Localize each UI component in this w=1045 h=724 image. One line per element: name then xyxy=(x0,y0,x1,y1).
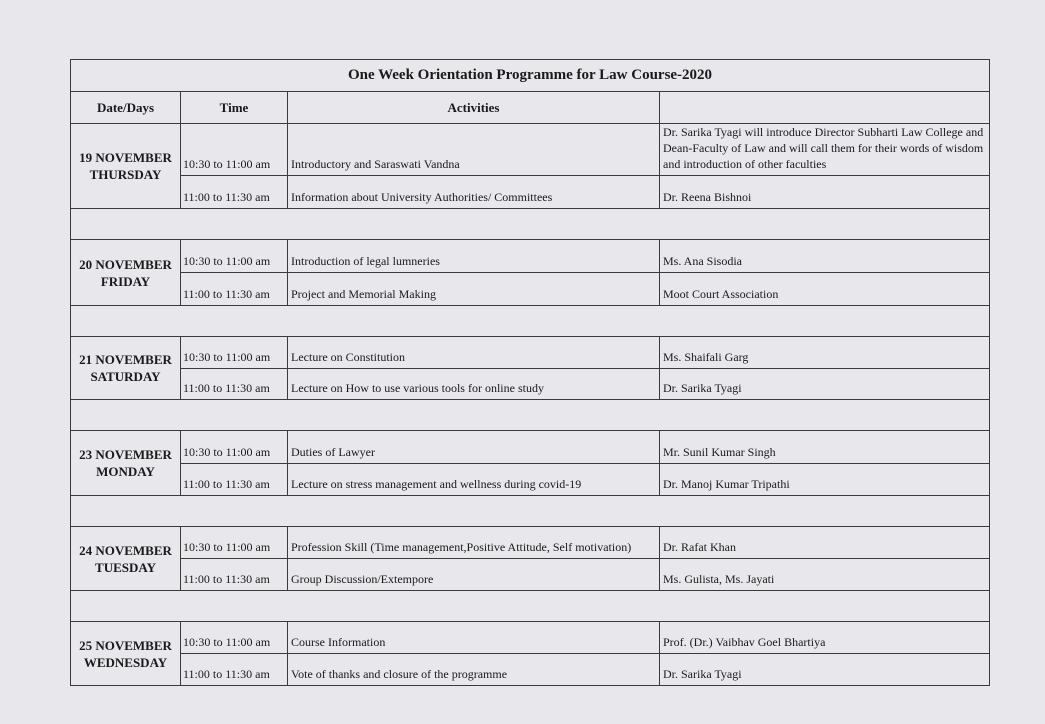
table-row xyxy=(71,622,990,654)
header-resource xyxy=(660,92,990,124)
day-name: FRIDAY xyxy=(100,273,151,289)
person-cell: Dr. Sarika Tyagi xyxy=(660,654,990,686)
spacer-row xyxy=(71,209,990,240)
person-cell: Dr. Manoj Kumar Tripathi xyxy=(660,464,990,496)
spacer-row xyxy=(71,400,990,431)
day-date: 20 NOVEMBER xyxy=(79,256,172,272)
table-row xyxy=(71,369,990,400)
spacer-row xyxy=(71,496,990,527)
activity-cell: Lecture on Constitution xyxy=(288,337,660,369)
day-name: TUESDAY xyxy=(95,559,156,575)
activity-cell: Vote of thanks and closure of the programme xyxy=(288,654,660,686)
day-cell xyxy=(71,622,181,686)
schedule-sheet xyxy=(70,59,989,686)
day-cell xyxy=(71,124,181,209)
person-cell: Ms. Ana Sisodia xyxy=(660,240,990,273)
day-name: MONDAY xyxy=(96,464,155,479)
header-time: Time xyxy=(181,92,288,124)
time-cell: 10:30 to 11:00 am xyxy=(181,622,288,654)
title-row xyxy=(71,60,990,92)
activity-cell: Introductory and Saraswati Vandna xyxy=(288,124,660,176)
day-date: 19 NOVEMBER xyxy=(79,150,172,165)
spacer-row xyxy=(71,306,990,337)
table-row xyxy=(71,654,990,686)
schedule-table xyxy=(70,59,990,686)
day-date: 24 NOVEMBER xyxy=(79,542,172,558)
table-row xyxy=(71,431,990,464)
day-cell xyxy=(71,240,181,306)
activity-cell: Profession Skill (Time management,Positive Attitude, Self motivation) xyxy=(288,527,660,559)
day-name: THURSDAY xyxy=(89,167,162,182)
table-row xyxy=(71,273,990,306)
person-cell: Prof. (Dr.) Vaibhav Goel Bhartiya xyxy=(660,622,990,654)
time-cell: 11:00 to 11:30 am xyxy=(181,559,288,591)
activity-cell: Group Discussion/Extempore xyxy=(288,559,660,591)
time-cell: 11:00 to 11:30 am xyxy=(181,654,288,686)
day-date: 23 NOVEMBER xyxy=(79,447,172,462)
table-row xyxy=(71,464,990,496)
time-cell: 11:00 to 11:30 am xyxy=(181,176,288,209)
header-row xyxy=(71,92,990,124)
time-cell: 10:30 to 11:00 am xyxy=(181,527,288,559)
time-cell: 11:00 to 11:30 am xyxy=(181,273,288,306)
person-cell: Dr. Rafat Khan xyxy=(660,527,990,559)
header-date: Date/Days xyxy=(71,92,181,124)
table-row xyxy=(71,124,990,176)
activity-cell: Project and Memorial Making xyxy=(288,273,660,306)
activity-cell: Introduction of legal lumneries xyxy=(288,240,660,273)
person-cell: Dr. Sarika Tyagi xyxy=(660,369,990,400)
time-cell: 10:30 to 11:00 am xyxy=(181,431,288,464)
day-name: WEDNESDAY xyxy=(83,654,168,670)
activity-cell: Information about University Authorities/ Committees xyxy=(288,176,660,209)
person-cell: Moot Court Association xyxy=(660,273,990,306)
person-cell: Dr. Sarika Tyagi will introduce Director Subharti Law College and Dean-Faculty of Law and will call them for their words of wisdom and introduction of other faculties xyxy=(660,124,990,176)
day-cell xyxy=(71,337,181,400)
day-date: 25 NOVEMBER xyxy=(79,637,172,653)
person-cell: Dr. Reena Bishnoi xyxy=(660,176,990,209)
header-activities: Activities xyxy=(288,92,660,124)
day-cell xyxy=(71,527,181,591)
time-cell: 11:00 to 11:30 am xyxy=(181,464,288,496)
day-cell xyxy=(71,431,181,496)
person-cell: Ms. Gulista, Ms. Jayati xyxy=(660,559,990,591)
time-cell: 10:30 to 11:00 am xyxy=(181,124,288,176)
table-row xyxy=(71,337,990,369)
activity-cell: Course Information xyxy=(288,622,660,654)
table-row xyxy=(71,527,990,559)
activity-cell: Lecture on stress management and wellness during covid-19 xyxy=(288,464,660,496)
time-cell: 10:30 to 11:00 am xyxy=(181,337,288,369)
table-row xyxy=(71,559,990,591)
table-row xyxy=(71,240,990,273)
time-cell: 10:30 to 11:00 am xyxy=(181,240,288,273)
activity-cell: Lecture on How to use various tools for online study xyxy=(288,369,660,400)
time-cell: 11:00 to 11:30 am xyxy=(181,369,288,400)
person-cell: Ms. Shaifali Garg xyxy=(660,337,990,369)
activity-cell: Duties of Lawyer xyxy=(288,431,660,464)
day-date: 21 NOVEMBER xyxy=(79,352,172,367)
spacer-row xyxy=(71,591,990,622)
page-title: One Week Orientation Programme for Law Course-2020 xyxy=(71,60,990,92)
person-cell: Mr. Sunil Kumar Singh xyxy=(660,431,990,464)
table-row xyxy=(71,176,990,209)
day-name: SATURDAY xyxy=(90,369,161,384)
